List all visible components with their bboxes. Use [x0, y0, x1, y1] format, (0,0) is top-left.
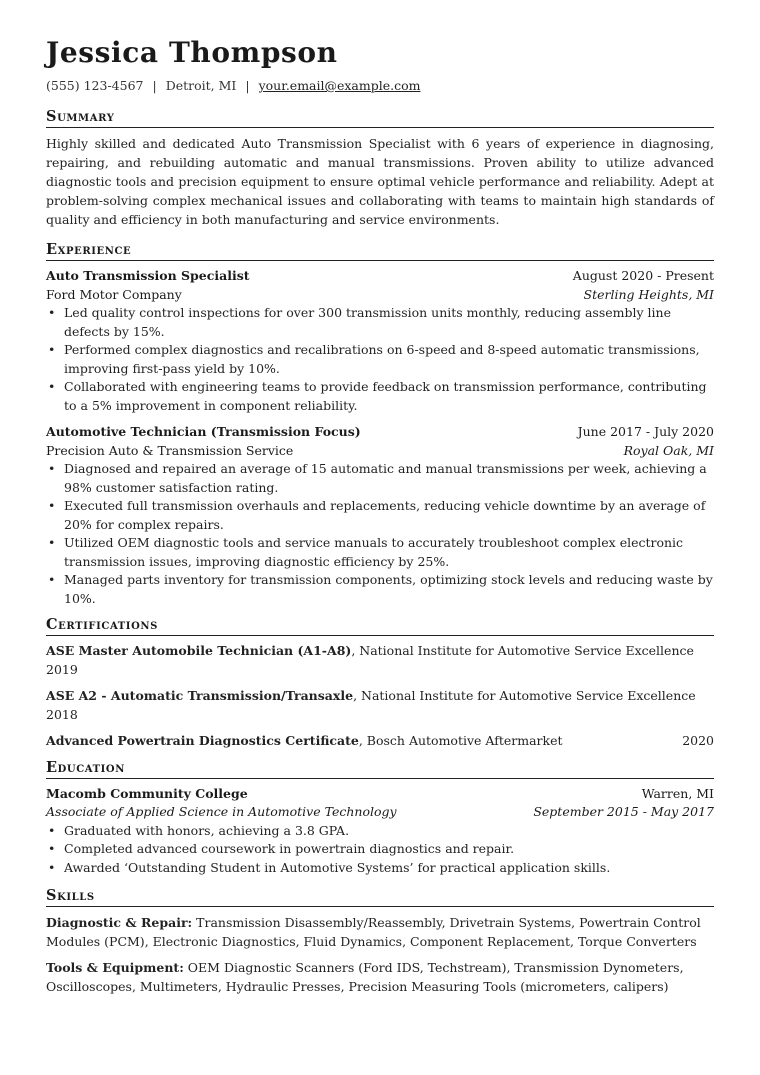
bullet-item: • Performed complex diagnostics and recalibrations on 6-speed and 8-speed automatic transmissions, improving first-pass yield by 10%.	[46, 341, 714, 378]
job-dates: June 2017 - July 2020	[577, 424, 714, 439]
job-entry	[46, 267, 714, 415]
bullet-item: • Managed parts inventory for transmission components, optimizing stock levels and reducing waste by 10%.	[46, 571, 714, 608]
section-heading-certifications: Certifications	[46, 616, 714, 636]
summary-text: Highly skilled and dedicated Auto Transmission Specialist with 6 years of experience in diagnosing, repairing, and rebuilding automatic and manual transmissions. Proven ability to utilize advanced diagnostic tools and precision equipment to ensure optimal vehicle performance and reliability. Adept at problem-solving complex mechanical issues and collaborating with teams to maintain high standards of quality and efficiency in both manufacturing and service environments.	[46, 136, 714, 227]
job-title: Automotive Technician (Transmission Focus)	[46, 424, 361, 439]
skill-group-text: OEM Diagnostic Scanners (Ford IDS, Techstream), Transmission Dynometers, Oscilloscopes, Multimeters, Hydraulic Presses, Precision Measuring Tools (micrometers, calipers)	[46, 960, 684, 994]
skill-group-label: Diagnostic & Repair:	[46, 915, 193, 930]
certification-year: 2019	[46, 661, 78, 677]
certification-issuer: , National Institute for Automotive Service Excellence	[353, 688, 696, 703]
phone-number: (555) 123-4567	[46, 78, 144, 93]
certification-issuer: , Bosch Automotive Aftermarket	[358, 733, 563, 748]
bullet-item: • Executed full transmission overhauls and replacements, reducing vehicle downtime by an average of 20% for complex repairs.	[46, 497, 714, 534]
section-heading-skills: Skills	[46, 887, 714, 907]
job-location: Sterling Heights, MI	[583, 286, 714, 302]
section-heading-experience: Experience	[46, 241, 714, 261]
job-location: Royal Oak, MI	[623, 442, 714, 458]
skill-group-text: Transmission Disassembly/Reassembly, Drivetrain Systems, Powertrain Control Modules (PCM), Electronic Diagnostics, Fluid Dynamics, Component Replacement, Torque Converters	[46, 915, 701, 949]
bullet-item: • Diagnosed and repaired an average of 15 automatic and manual transmissions per week, achieving a 98% customer satisfaction rating.	[46, 460, 714, 497]
certification-entry	[46, 732, 714, 751]
certification-entry	[46, 642, 714, 679]
company-name: Ford Motor Company	[46, 286, 182, 302]
bullet-item: • Completed advanced coursework in powertrain diagnostics and repair.	[46, 840, 714, 859]
bullet-item: • Graduated with honors, achieving a 3.8 GPA.	[46, 822, 714, 841]
job-bullets	[46, 460, 714, 608]
certification-name: ASE Master Automobile Technician (A1-A8)	[46, 643, 352, 658]
job-title: Auto Transmission Specialist	[46, 268, 250, 283]
contact-separator: |	[152, 78, 157, 93]
email-link[interactable]: your.email@example.com	[258, 78, 421, 93]
certification-name: Advanced Powertrain Diagnostics Certificate	[46, 733, 359, 748]
bullet-item: • Awarded ‘Outstanding Student in Automotive Systems’ for practical application skills.	[46, 859, 714, 878]
location: Detroit, MI	[165, 78, 237, 93]
certification-year: 2020	[682, 733, 714, 748]
job-bullets	[46, 304, 714, 415]
school-location: Warren, MI	[641, 785, 714, 801]
certification-entry	[46, 687, 714, 724]
bullet-item: • Utilized OEM diagnostic tools and service manuals to accurately troubleshoot complex electronic transmission issues, improving diagnostic efficiency by 25%.	[46, 534, 714, 571]
bullet-item: • Collaborated with engineering teams to provide feedback on transmission performance, contributing to a 5% improvement in component reliability.	[46, 378, 714, 415]
school-name: Macomb Community College	[46, 785, 248, 801]
candidate-name: Jessica Thompson	[46, 36, 338, 69]
skill-group	[46, 958, 714, 996]
contact-line	[46, 78, 714, 94]
job-dates: August 2020 - Present	[572, 268, 714, 283]
bullet-item: • Led quality control inspections for over 300 transmission units monthly, reducing assembly line defects by 15%.	[46, 304, 714, 341]
certification-year: 2018	[46, 706, 78, 722]
skill-group-label: Tools & Equipment:	[46, 960, 184, 975]
education-entry	[46, 785, 714, 878]
section-heading-education: Education	[46, 759, 714, 779]
company-name: Precision Auto & Transmission Service	[46, 442, 294, 458]
education-dates: September 2015 - May 2017	[533, 804, 714, 819]
education-bullets	[46, 822, 714, 878]
degree-name: Associate of Applied Science in Automotive Technology	[46, 804, 397, 819]
section-heading-summary: Summary	[46, 108, 714, 128]
skill-group	[46, 913, 714, 951]
certification-name: ASE A2 - Automatic Transmission/Transaxle	[46, 688, 354, 703]
certification-issuer: , National Institute for Automotive Service Excellence	[351, 643, 694, 658]
job-entry	[46, 423, 714, 608]
contact-separator: |	[245, 78, 250, 93]
